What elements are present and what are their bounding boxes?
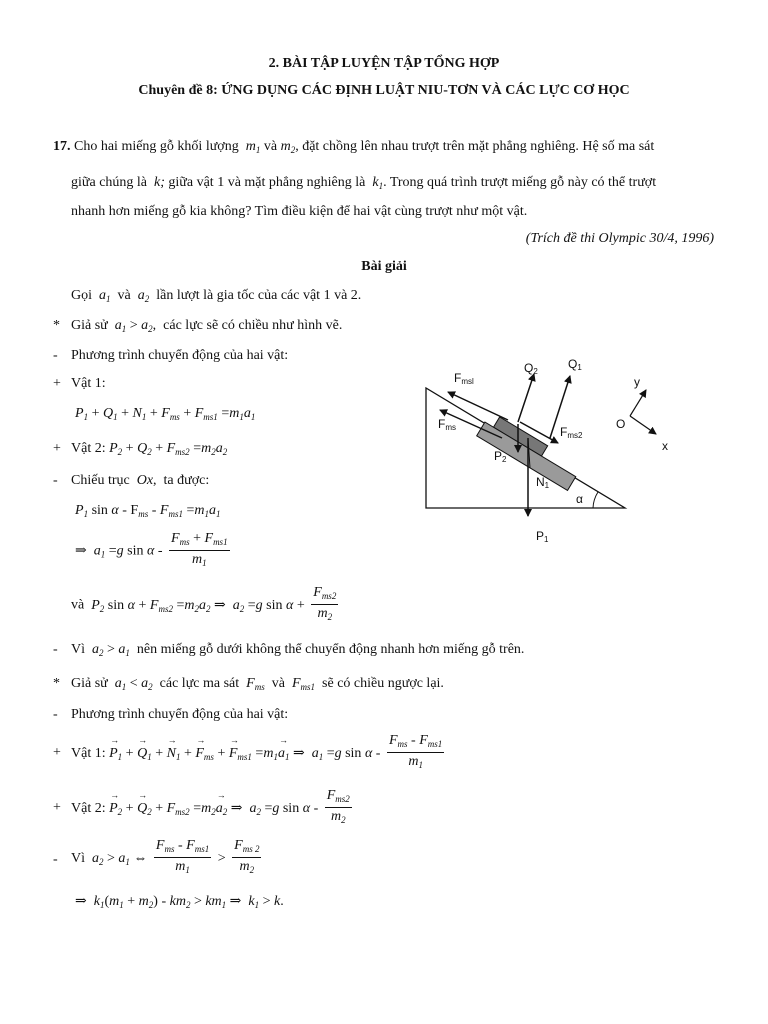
label-p2: P2 [494,449,507,464]
solution-intro: Gọi $a_1$ và $a_2$ lần lượt là gia tốc của các vật 1 và 2. [71,288,362,304]
arrow-q2 [518,374,534,422]
problem-number: 17. [53,139,71,154]
label-alpha: α [576,492,583,506]
incline-force-diagram [410,340,700,560]
bullet-dash-5: - [53,852,58,867]
assume-1: Giả sử $a_1 > a_2$, các lực sẽ có chiều như hình vẽ. [71,318,343,334]
label-fms1: Fmsl [454,371,474,386]
label-n1: N1 [536,475,550,490]
projection-line: Chiếu trục Ox, ta được: [71,473,210,488]
angle-arc [593,492,598,508]
axis-y-arrow [630,390,646,416]
bullet-dash-2: - [53,473,58,488]
object-1-label: Vật 1: [71,376,106,391]
problem-source: (Trích đề thi Olympic 30/4, 1996) [525,231,714,246]
label-fms: Fms [438,417,457,432]
final-condition: ⇒ $k_1(m_1 + m_2) - km_2 > km_1$ ⇒ $k_1 > k$. [75,894,284,910]
equation-projection-1: $P_1$ $\sin \alpha - F_{ms} - F_{ms1} =m_1a_1$ [75,503,221,519]
section-title: 2. BÀI TẬP LUYỆN TẬP TỔNG HỢP [268,56,500,71]
bullet-star-1: * [53,318,60,333]
label-origin: O [616,417,626,431]
problem-line-3: nhanh hơn miếng gỗ kia không? Tìm điều kiện để hai vật cùng trượt như một vật. [71,204,528,219]
label-axis-x: x [662,439,668,453]
label-axis-y: y [634,375,640,389]
bullet-plus-4: + [53,800,61,815]
equation-object-2-vector: Vật 2: → $P_2$ + → $Q_2 + F_{ms2} =m_2\to a_2$ ⇒ $a_2 =g$ sin α - $\frac{F_{ms2}}{m_2}$ [71,788,355,829]
label-p1: P1 [536,529,549,544]
label-q1: Q1 [568,357,582,372]
bullet-dash-3: - [53,642,58,657]
problem-line-2: giữa chúng là k; giữa vật 1 và mặt phẳng nghiêng là $k_1$. Trong quá trình trượt miếng gỗ này có thể trượt [71,175,657,191]
motion-eq-heading-1: Phương trình chuyển động của hai vật: [71,348,289,363]
bullet-star-2: * [53,676,60,691]
equation-a2-line: và $P_2$ $\sin \alpha + F_{ms2} =m_2a_2$ ⇒ $a_2 =g$ sin α + $\frac{F_{ms2}}{m_2}$ [71,585,337,622]
equation-object-1-vector: Vật 1: → $P_1$ + → $Q_1$ + → $N_1$ + → $F_{ms}$ + → $F_{ms1} =m_1\to a_1$ ⇒ $a_1 =g$ sin α - $\frac{F_{ms} - F_{ms1}}{m_1}$ [71,733,447,774]
since-2: Vì $a_2 > a_1$ ⇔ $\frac{F_{ms} - F_{ms1}}{m_1}$ > $\frac{F_{ms 2}}{m_2}$ [71,838,260,875]
assume-2: Giả sử $a_1 < a_2$ các lực ma sát $F_{ms}$ và $F_{ms1}$ sẽ có chiều ngược lại. [71,676,444,692]
bullet-plus-2: + [53,441,61,456]
since-1: Vì $a_2 > a_1$ nên miếng gỗ dưới không thể chuyển động nhanh hơn miếng gỗ trên. [71,642,525,658]
equation-a1: ⇒ $a_1 =g$ sin α - $\frac{F_{ms} + F_{ms1}}{m_1}$ [75,531,228,568]
bullet-dash-1: - [53,348,58,363]
object-2-line: Vật 2: $P_2 + Q_2 + F_{ms2} =m_2a_2$ [71,441,228,457]
axis-x-arrow [630,416,656,434]
bullet-plus-3: + [53,745,61,760]
label-q2: Q2 [524,361,538,376]
equation-object-1: $P_1 + Q_1 + N_1 + F_{ms} + F_{ms1} =m_1a_1$ [75,406,256,422]
problem-line-1: 17. Cho hai miếng gỗ khối lượng $m_1$ và $m_2$, đặt chồng lên nhau trượt trên mặt phẳng nghiêng. Hệ số ma sát [53,139,655,155]
label-fms2: Fms2 [560,425,583,440]
bullet-plus-1: + [53,376,61,391]
motion-eq-heading-2: Phương trình chuyển động của hai vật: [71,707,289,722]
bullet-dash-4: - [53,707,58,722]
solution-heading: Bài giải [361,259,407,274]
topic-title: Chuyên đề 8: ỨNG DỤNG CÁC ĐỊNH LUẬT NIU-TƠN VÀ CÁC LỰC CƠ HỌC [138,83,630,98]
